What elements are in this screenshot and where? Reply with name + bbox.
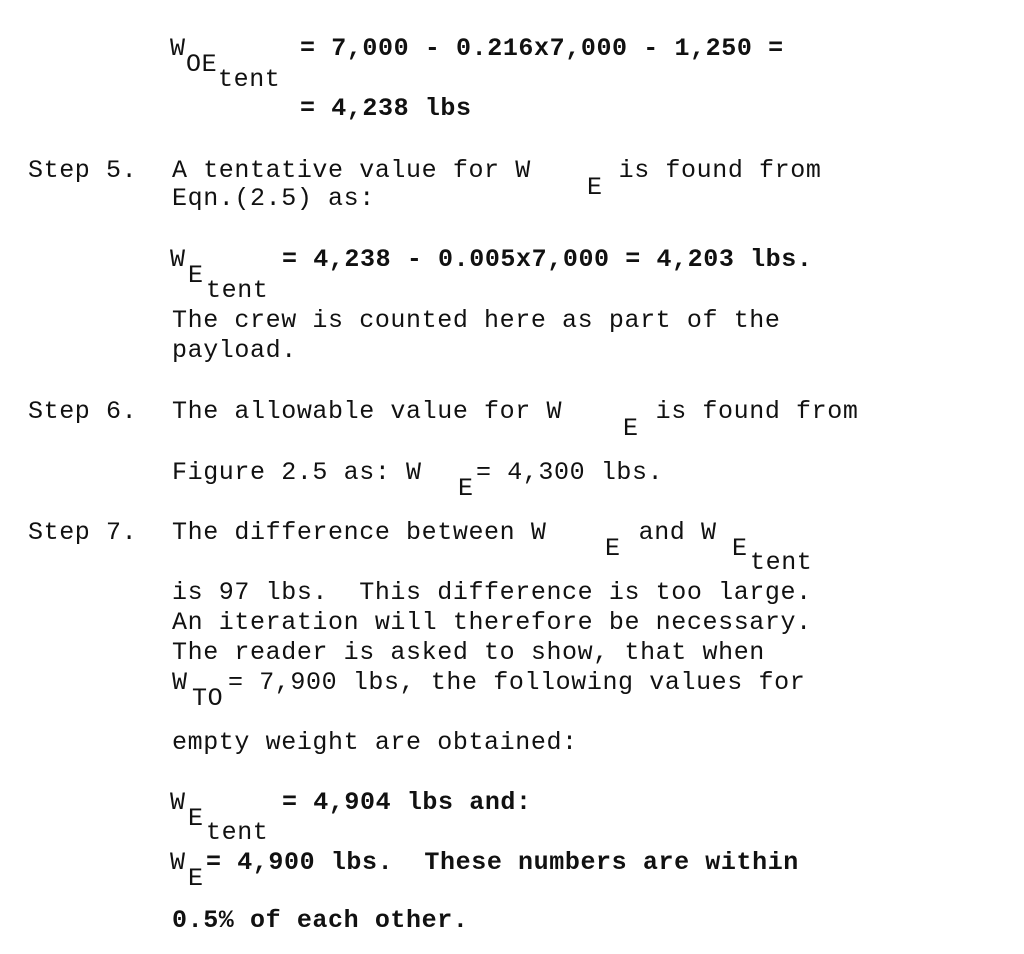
step5-line1-post: is found from: [603, 156, 822, 185]
step5-line1-sub: E: [587, 173, 603, 202]
step7-eq1-rhs: = 4,904 lbs and:: [282, 788, 532, 817]
step7-eq1-symbol: W: [170, 788, 186, 817]
step7-line5-pre: W: [172, 668, 188, 697]
step7-line1-sub-e: E: [605, 534, 621, 563]
step7-eq1-sub-tent: tent: [206, 818, 269, 847]
eq-woe-sub-tent: tent: [218, 65, 281, 94]
step7-line1-pre: The difference between W: [172, 518, 547, 547]
step6-line1-pre: The allowable value for W: [172, 397, 563, 426]
step7-eq2-sub-e: E: [188, 864, 204, 893]
step7-eq2-symbol: W: [170, 848, 186, 877]
eq-woe-sub-oe: OE: [186, 50, 218, 79]
step5-line1-pre: A tentative value for W: [172, 156, 531, 185]
step7-line5-post: = 7,900 lbs, the following values for: [228, 668, 806, 697]
step6-label: Step 6.: [28, 397, 138, 426]
eq-woe-rhs: = 7,000 - 0.216x7,000 - 1,250 =: [300, 34, 784, 63]
step7-line6: empty weight are obtained:: [172, 728, 578, 757]
step7-line2: is 97 lbs. This difference is too large.: [172, 578, 812, 607]
step6-line2-post: = 4,300 lbs.: [476, 458, 664, 487]
step6-line1-sub: E: [623, 414, 639, 443]
step7-line5-sub: TO: [192, 684, 224, 713]
step7-last-line: 0.5% of each other.: [172, 906, 469, 935]
step7-line1-sub-e2: E: [732, 534, 748, 563]
step6-line2-pre: Figure 2.5 as: W: [172, 458, 422, 487]
eq-woe-result: = 4,238 lbs: [300, 94, 472, 123]
step5-note1: The crew is counted here as part of the: [172, 306, 781, 335]
step5-label: Step 5.: [28, 156, 138, 185]
step7-line1-mid: and W: [623, 518, 717, 547]
step7-line1-sub-tent: tent: [750, 548, 813, 577]
step5-line2: Eqn.(2.5) as:: [172, 184, 375, 213]
eq-woe-symbol: W: [170, 34, 186, 63]
step5-eq-sub-tent: tent: [206, 276, 269, 305]
step7-eq1-sub-e: E: [188, 804, 204, 833]
step5-eq-sub-e: E: [188, 261, 204, 290]
step7-eq2-post: = 4,900 lbs. These numbers are within: [206, 848, 799, 877]
step5-eq-rhs: = 4,238 - 0.005x7,000 = 4,203 lbs.: [282, 245, 813, 274]
step7-line3: An iteration will therefore be necessary.: [172, 608, 812, 637]
step5-note2: payload.: [172, 336, 297, 365]
step7-label: Step 7.: [28, 518, 138, 547]
step5-eq-symbol: W: [170, 245, 186, 274]
step6-line2-sub: E: [458, 474, 474, 503]
step7-line4: The reader is asked to show, that when: [172, 638, 765, 667]
step6-line1-post: is found from: [640, 397, 859, 426]
